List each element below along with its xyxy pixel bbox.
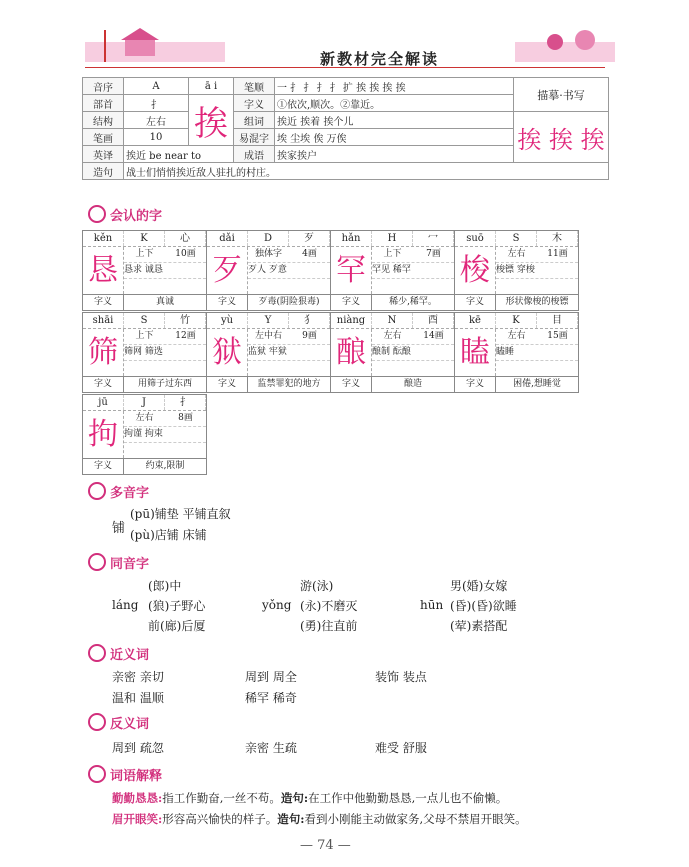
syn-pair: 稀罕 稀奇 [245,691,297,705]
page-header [85,22,605,67]
value-confuse: 埃 尘埃 俟 万俟 [275,129,514,146]
card-info [496,329,578,376]
homo-item: 游(泳) [300,579,334,593]
card-pinyin-row [207,231,330,247]
syn-pair: 温和 温顺 [112,691,164,705]
card-meaning: 困倦,想睡觉 [513,379,561,389]
section-recognize [88,205,162,224]
card-structure: 独体字 [254,249,282,259]
card-character: 瞌 [455,329,496,376]
homo-item: (狼)子野心 [148,599,206,613]
card-radical: 歹 [289,231,330,246]
label-structure: 结构 [83,112,124,129]
explain-sentence: 看到小刚能主动做家务,父母不禁眉开眼笑。 [304,812,527,826]
card-body [455,329,578,377]
main-pinyin: ā i [189,78,234,95]
card-meaning: 酿造 [403,379,422,389]
label-radical: 部首 [83,95,124,112]
char-card [82,312,207,393]
card-body [207,247,330,295]
explain-row [112,811,527,827]
value-stroke: 一 扌 扌 扌 扌 扩 挨 挨 挨 挨 [275,78,514,95]
card-letter: Y [248,313,289,328]
section-title: 词语解释 [110,769,163,784]
homo-item: (永)不磨灭 [300,599,358,613]
homo-item: 男(婚)女嫁 [450,579,508,593]
value-meaning: ①依次,顺次。②靠近。 [275,95,514,112]
label-meaning: 字义 [234,95,275,112]
card-pinyin-row [83,231,206,247]
card-words: 酿制 酝酿 [372,345,454,361]
poly-line-2: (pù)店铺 床铺 [130,528,207,542]
ant-pair: 难受 舒服 [375,741,427,755]
card-body [83,411,206,459]
card-pinyin: kē [455,313,496,328]
card-meaning-label: 字义 [331,377,372,392]
section-poly [88,482,149,501]
card-words: 罕见 稀罕 [372,263,454,279]
card-info [124,329,206,376]
homo-item: (勇)往直前 [300,619,358,633]
explain-row [112,790,507,806]
section-ant [88,713,149,732]
explain-sent-label: 造句: [280,791,309,805]
homo-pinyin: yǒng [262,598,292,612]
card-character: 恳 [83,247,124,294]
syn-pair: 周到 周全 [245,670,297,684]
poly-char: 铺 [112,521,126,536]
card-words: 歹人 歹意 [248,263,330,279]
card-pinyin-row [331,313,454,329]
card-footer [83,377,206,392]
card-meaning: 歹毒(阴险狠毒) [258,297,320,307]
homo-item: (荤)素搭配 [450,619,508,633]
page-number: — 74 — [300,838,351,853]
card-structure: 上下 [135,331,154,341]
card-letter: H [372,231,413,246]
card-pinyin-row [331,231,454,247]
magnifier-icon [88,644,106,662]
card-words: 筛网 筛选 [124,345,206,361]
card-letter: J [124,395,165,410]
poly-line-1: (pū)铺垫 平铺直叙 [130,507,231,521]
value-group: 挨近 挨着 挨个儿 [275,112,514,129]
card-structure: 左右 [507,331,526,341]
card-meaning-label: 字义 [455,295,496,310]
ant-pair: 周到 疏忽 [112,741,164,755]
value-sentence: 战士们悄悄挨近敌人驻扎的村庄。 [124,163,609,180]
card-pinyin: jū [83,395,124,410]
card-character: 罕 [331,247,372,294]
card-radical: 犭 [289,313,330,328]
value-radical: 扌 [124,95,189,112]
card-body [455,247,578,295]
card-meaning-label: 字义 [83,377,124,392]
magnifier-icon [88,482,106,500]
card-struct-row [372,247,454,263]
section-syn [88,644,149,663]
card-pinyin: yù [207,313,248,328]
value-strokes: 10 [124,129,189,146]
card-strokes: 4画 [302,249,317,259]
card-character: 拘 [83,411,124,458]
card-structure: 上下 [135,249,154,259]
explain-def: 形容高兴愉快的样子。 [162,812,278,826]
card-meaning-label: 字义 [455,377,496,392]
card-footer [83,295,206,310]
card-strokes: 11画 [547,249,568,259]
card-meaning: 约束,限制 [145,461,185,471]
label-sentence: 造句 [83,163,124,180]
card-character: 梭 [455,247,496,294]
card-struct-row [496,329,578,345]
card-footer [455,295,578,310]
card-words: 监狱 牢狱 [248,345,330,361]
card-meaning: 监禁罪犯的地方 [257,379,321,389]
card-pinyin-row [455,231,578,247]
card-meaning-label: 字义 [207,377,248,392]
card-footer [207,295,330,310]
label-yinxu: 音序 [83,78,124,95]
card-pinyin-row [83,313,206,329]
card-body [83,329,206,377]
card-radical: 冖 [413,231,454,246]
label-english: 英译 [83,146,124,163]
card-info [124,247,206,294]
section-title: 同音字 [110,557,150,572]
card-footer [207,377,330,392]
card-letter: K [124,231,165,246]
card-body [207,329,330,377]
card-pinyin: hǎn [331,231,372,246]
card-structure: 左右 [383,331,402,341]
value-structure: 左右 [124,112,189,129]
card-pinyin: niàng [331,313,372,328]
card-struct-row [248,329,330,345]
explain-term: 眉开眼笑: [112,812,163,826]
card-meaning: 稀少,稀罕。 [389,297,437,307]
label-stroke: 笔顺 [234,78,275,95]
card-meaning-label: 字义 [207,295,248,310]
magnifier-icon [88,205,106,223]
card-struct-row [496,247,578,263]
card-pinyin: suō [455,231,496,246]
label-group: 组词 [234,112,275,129]
card-strokes: 12画 [175,331,196,341]
card-pinyin: kěn [83,231,124,246]
hearts-illustration [515,22,615,62]
homo-item: (郎)中 [148,579,182,593]
card-meaning-label: 字义 [331,295,372,310]
card-letter: N [372,313,413,328]
label-confuse: 易混字 [234,129,275,146]
section-title: 反义词 [110,717,150,732]
header-line [85,67,605,68]
card-structure: 左右 [507,249,526,259]
label-idiom: 成语 [234,146,275,163]
syn-pair: 装饰 装点 [375,670,427,684]
card-body [331,329,454,377]
explain-def: 指工作勤奋,一丝不苟。 [162,791,281,805]
section-title: 近义词 [110,648,150,663]
card-structure: 上下 [383,249,402,259]
card-letter: S [496,231,537,246]
card-struct-row [372,329,454,345]
card-character: 歹 [207,247,248,294]
char-card [454,230,579,311]
card-strokes: 10画 [175,249,196,259]
card-footer [455,377,578,392]
value-english: 挨近 be near to [124,146,234,163]
card-radical: 扌 [165,395,206,410]
card-footer [331,377,454,392]
card-letter: D [248,231,289,246]
card-pinyin-row [455,313,578,329]
card-pinyin-row [207,313,330,329]
card-strokes: 8画 [178,413,193,423]
card-info [248,247,330,294]
card-pinyin-row [83,395,206,411]
card-footer [83,459,206,474]
card-footer [331,295,454,310]
card-meaning-label: 字义 [83,295,124,310]
card-radical: 竹 [165,313,206,328]
card-structure: 左右 [135,413,154,423]
magnifier-icon [88,765,106,783]
card-radical: 酉 [413,313,454,328]
explain-sent-label: 造句: [277,812,305,826]
card-info [372,247,454,294]
copy-label: 描摹·书写 [514,78,609,112]
main-char-table [82,77,609,180]
card-info [124,411,206,458]
section-homo [88,553,149,572]
card-words: 梭镖 穿梭 [496,263,578,279]
copy-characters: 挨 挨 挨 [514,112,609,163]
homo-pinyin: láng [112,598,139,612]
char-card [82,230,207,311]
card-body [83,247,206,295]
card-struct-row [124,411,206,427]
card-info [496,247,578,294]
card-character: 酿 [331,329,372,376]
magnifier-icon [88,713,106,731]
card-character: 狱 [207,329,248,376]
card-body [331,247,454,295]
section-explain [88,765,162,784]
main-character: 挨 [189,95,234,146]
card-words: 瞌睡 [496,345,578,361]
value-idiom: 挨家挨户 [275,146,514,163]
homo-item: 前(廊)后厦 [148,619,206,633]
ant-pair: 亲密 生疏 [245,741,297,755]
explain-term: 勤勤恳恳: [112,791,163,805]
card-words: 拘谨 拘束 [124,427,206,443]
card-character: 筛 [83,329,124,376]
card-meaning: 真诚 [155,297,174,307]
card-struct-row [124,247,206,263]
char-card [206,230,331,311]
card-meaning-label: 字义 [83,459,124,474]
card-letter: S [124,313,165,328]
value-yinxu: A [124,78,189,95]
card-strokes: 7画 [426,249,441,259]
page-title: 新教材完全解读 [320,50,440,68]
card-strokes: 9画 [302,331,317,341]
card-letter: K [496,313,537,328]
homo-pinyin: hūn [420,598,444,612]
section-title: 多音字 [110,486,150,501]
explain-sentence: 在工作中他勤勤恳恳,一点儿也不偷懒。 [308,791,508,805]
char-card [330,230,455,311]
card-struct-row [124,329,206,345]
card-radical: 心 [165,231,206,246]
card-pinyin: dǎi [207,231,248,246]
card-struct-row [248,247,330,263]
card-pinyin: shāi [83,313,124,328]
homo-item: (昏)(昏)欲睡 [450,599,517,613]
card-meaning: 形状像梭的梭镖 [505,297,569,307]
card-info [248,329,330,376]
card-radical: 目 [537,313,578,328]
card-radical: 木 [537,231,578,246]
char-card [82,394,207,475]
char-card [206,312,331,393]
card-strokes: 14画 [423,331,444,341]
card-info [372,329,454,376]
card-meaning: 用筛子过东西 [137,379,192,389]
house-illustration [85,22,225,62]
char-card [454,312,579,393]
magnifier-icon [88,553,106,571]
label-strokes: 笔画 [83,129,124,146]
char-card [330,312,455,393]
section-title: 会认的字 [110,209,163,224]
card-words: 恳求 诚恳 [124,263,206,279]
card-strokes: 15画 [547,331,568,341]
syn-pair: 亲密 亲切 [112,670,164,684]
card-structure: 左中右 [254,331,282,341]
